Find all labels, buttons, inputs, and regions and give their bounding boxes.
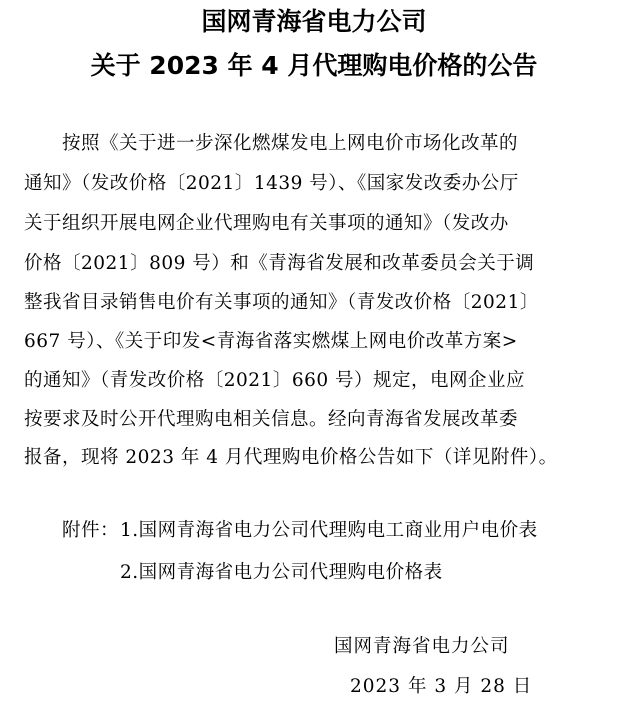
body-line: 按照《关于进一步深化燃煤发电上网电价市场化改革的 <box>62 133 519 154</box>
attachments-label: 附件： <box>62 520 120 541</box>
attachment-item-2: 2.国网青海省电力公司代理购电价格表 <box>120 562 443 583</box>
body-line: 整我省目录销售电价有关事项的通知》（青发改价格〔2021〕 <box>24 292 539 313</box>
body-line: 按要求及时公开代理购电相关信息。经向青海省发展改革委 <box>24 409 519 430</box>
body-line: 的通知》（青发改价格〔2021〕660 号）规定，电网企业应 <box>24 370 526 391</box>
attachment-item-1: 1.国网青海省电力公司代理购电工商业用户电价表 <box>120 520 538 541</box>
body-line: 报备，现将 2023 年 4 月代理购电价格公告如下（详见附件）。 <box>24 447 558 468</box>
body-line: 价格〔2021〕809 号）和《青海省发展和改革委员会关于调 <box>24 253 535 274</box>
signature-date: 2023 年 3 月 28 日 <box>350 676 533 697</box>
signature-organization: 国网青海省电力公司 <box>334 636 510 657</box>
body-line: 667 号）、《关于印发<青海省落实燃煤上网电价改革方案> <box>24 331 518 352</box>
body-line: 关于组织开展电网企业代理购电有关事项的通知》（发改办 <box>24 213 509 234</box>
title-line-1: 国网青海省电力公司 <box>201 7 427 36</box>
body-line: 通知》（发改价格〔2021〕1439 号）、《国家发改委办公厅 <box>24 173 519 194</box>
title-line-2: 关于 2023 年 4 月代理购电价格的公告 <box>90 51 538 80</box>
